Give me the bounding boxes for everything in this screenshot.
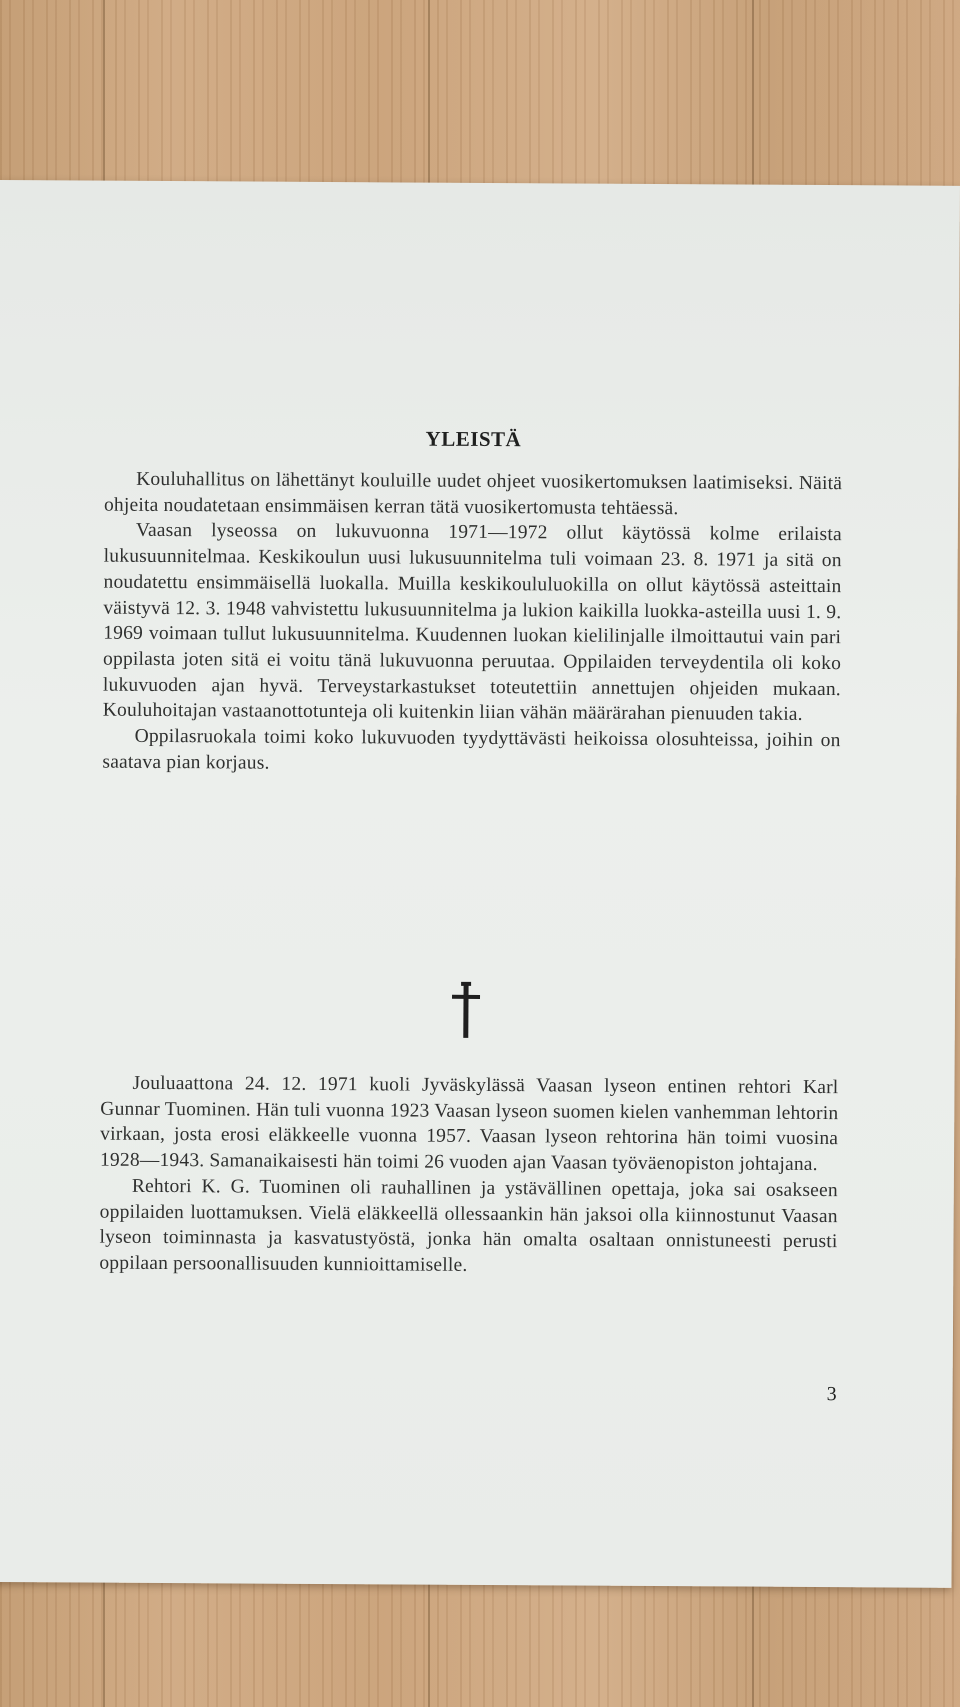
paragraph: Rehtori K. G. Tuominen oli rauhallinen ja ystävällinen opettaja, joka sai osakseen oppilaiden luottamuksen. Vielä eläkkeellä ollessaankin hän jaksoi olla kiinnostunut Vaasan lyseon toiminnasta ja kasvatustyöstä, jonka hän omalta osaltaan onnistuneesti perusti oppilaan persoonallisuuden kunnioittamiselle. — [99, 1175, 838, 1276]
obituary-section — [99, 1071, 838, 1281]
paragraph: Jouluaattona 24. 12. 1971 kuoli Jyväskylässä Vaasan lyseon entinen rehtori Karl Gunnar Tuominen. Hän tuli vuonna 1923 Vaasan lyseon suomen kielen vanhemman lehtorin virkaan, josta erosi eläkkeelle vuonna 1957. Vaasan lyseon rehtorina hän toimi vuosina 1928—1943. Samanaikaisesti hän toimi 26 vuoden ajan Vaasan työväenopiston johtajana. — [99, 1072, 839, 1176]
cross-icon — [446, 980, 486, 1040]
page-number: 3 — [826, 1383, 837, 1406]
page-heading: YLEISTÄ — [425, 426, 522, 452]
paragraph: Kouluhallitus on lähettänyt kouluille uudet ohjeet vuosikertomuksen laatimiseksi. Näitä ohjeita noudatetaan ensimmäisen kerran tätä vuosikertomusta tehtäessä. — [103, 468, 843, 519]
paragraph: Oppilasruokala toimi koko lukuvuoden tyydyttävästi heikoissa olosuhteissa, joihin on saatava pian korjaus. — [102, 725, 841, 774]
page-content — [99, 181, 844, 1406]
paragraph: Vaasan lyseossa on lukuvuonna 1971—1972 ollut käytössä kolme erilaista lukusuunnitelmaa. Keskikoulun uusi lukusuunnitelma tuli voimaan 23. 8. 1971 ja sitä on noudatettu ensimmäisellä luokalla. Muilla keskikoululuokilla on ollut käytössä asteittain väistyvä 12. 3. 1948 vahvistettu lukusuunnitelma ja lukion kaikilla luokka-asteilla uusi 1. 9. 1969 voimaan tullut lukusuunnitelma. Kuudennen luokan kielilinjalle ilmoittautui vain pari oppilasta joten sitä ei voitu tänä lukuvuonna peruutaa. Oppilaiden terveydentila oli koko lukuvuoden ajan hyvä. Terveystarkastukset toteutettiin annettujen ohjeiden mukaan. Kouluhoitajan vastaanottotunteja oli kuitenkin liian vähän määrärahan pienuuden takia. — [102, 520, 842, 726]
general-section — [102, 467, 842, 780]
paper-page — [0, 180, 960, 1588]
